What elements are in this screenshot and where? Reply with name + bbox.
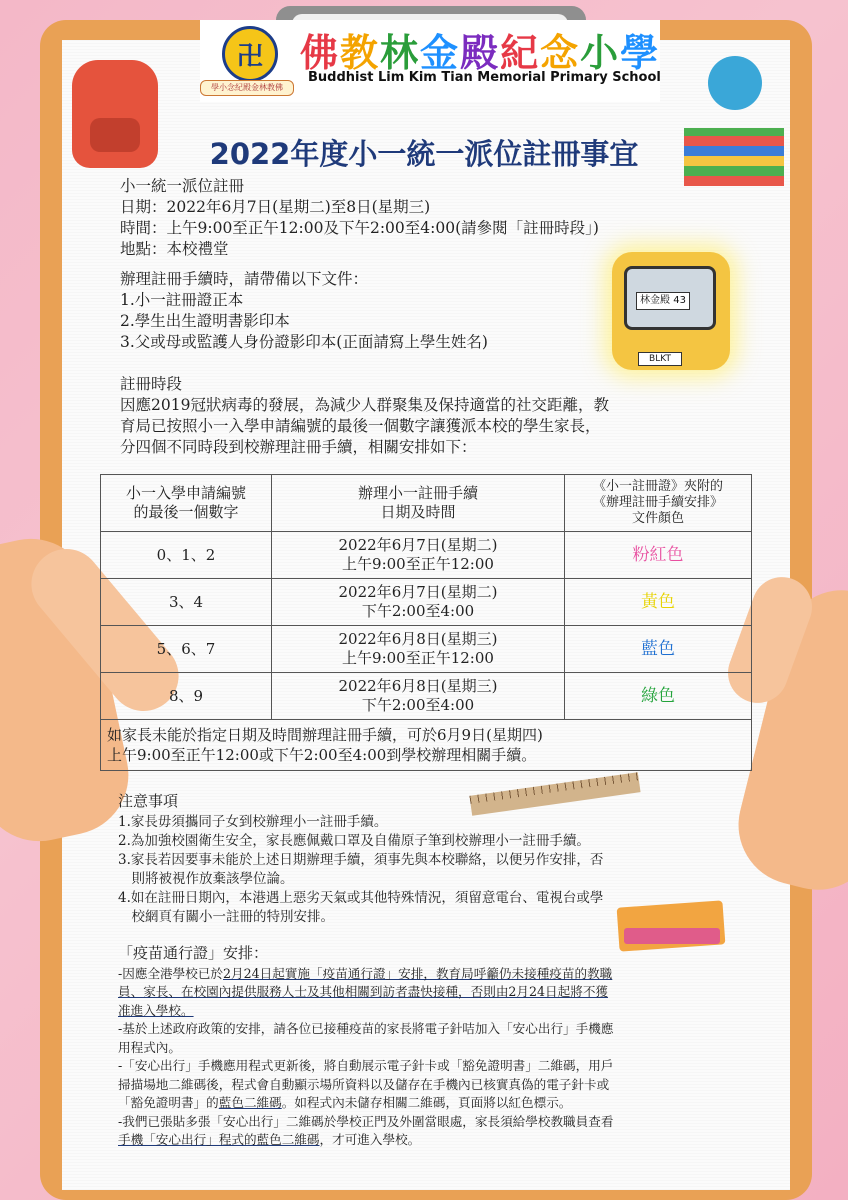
table-header-row [101,475,752,532]
table-row [101,579,752,626]
cell-datetime: 2022年6月8日(星期三) 上午9:00至正午12:00 [272,626,565,673]
vaccine-para: -基於上述政府政策的安排，請各位已接種疫苗的家長將電子針咭加入「安心出行」手機應 [118,1021,614,1036]
session-line: 育局已按照小一入學申請編號的最後一個數字讓獲派本校的學生家長， [120,417,601,435]
table-row [101,673,752,720]
note-item: 校網頁有關小一註冊的特別安排。 [118,909,334,925]
session-line: 因應2019冠狀病毒的發展，為減少人群聚集及保持適當的社交距離，教 [120,396,609,414]
table-footnote: 如家長未能於指定日期及時間辦理註冊手續，可於6月9日(星期四) 上午9:00至正午12:00或下午2:00至4:00到學校辦理相關手續。 [101,720,752,771]
bus-plate: BLKT [638,352,682,366]
bus-sign: 林金殿 43 [636,292,690,310]
documents-intro: 辦理註冊手續時，請帶備以下文件： [120,270,369,288]
school-name-cn [300,22,660,77]
school-char: 念 [540,31,581,75]
logo-banner: 學小念紀殿金林教佛 [200,80,294,96]
school-char: 林 [380,31,421,75]
school-char: 佛 [300,31,341,75]
header-color: 《小一註冊證》夾附的 《辦理註冊手續安排》 文件顏色 [565,475,752,532]
vaccine-section [118,944,758,1150]
vaccine-para: -我們已張貼多張「安心出行」二維碼於學校正門及外圍當眼處，家長須給學校教職員查看 [118,1113,614,1129]
vaccine-heading: 「疫苗通行證」安排： [118,944,269,962]
cell-datetime: 2022年6月7日(星期二) 下午2:00至4:00 [272,579,565,626]
note-item: 1.家長毋須攜同子女到校辦理小一註冊手續。 [118,814,388,830]
cell-datetime: 2022年6月7日(星期二) 上午9:00至正午12:00 [272,532,565,579]
vaccine-para: 員、家長、在校園內提供服務人士及其他相關到訪者盡快接種，否則由2月24日起將不獲 [118,984,609,999]
school-name-en: Buddhist Lim Kim Tian Memorial Primary School [308,70,661,85]
note-item: 2.為加強校園衛生安全，家長應佩戴口罩及自備原子筆到校辦理小一註冊手續。 [118,833,590,849]
table-row [101,532,752,579]
cell-datetime: 2022年6月8日(星期三) 下午2:00至4:00 [272,673,565,720]
page-title: 2022年度小一統一派位註冊事宜 [209,137,639,171]
header-datetime: 辦理小一註冊手續 日期及時間 [272,475,565,532]
vaccine-para: 手機「安心出行」程式的藍色二維碼，才可進入學校。 [118,1132,421,1147]
school-char: 金 [420,31,461,75]
note-item: 3.家長若因要事未能於上述日期辦理手續，須事先與本校聯絡，以便另作安排，否 [118,852,604,868]
table-footnote-row [101,720,752,771]
session-line: 分四個不同時段到校辦理註冊手續，相關安排如下： [120,438,477,456]
registration-heading: 小一統一派位註冊 [120,177,245,195]
school-char: 教 [340,31,381,75]
session-heading: 註冊時段 [120,375,183,393]
document-item: 2.學生出生證明書影印本 [120,312,290,330]
vaccine-para: 用程式內。 [118,1039,181,1055]
vaccine-para: 准進入學校。 [118,1002,194,1018]
registration-time: 時間：上午9:00至正午12:00及下午2:00至4:00(請參閱「註冊時段」) [120,219,599,237]
note-item: 4.如在註冊日期內，本港遇上惡劣天氣或其他特殊情況，須留意電台、電視台或學 [118,890,604,906]
registration-date: 日期：2022年6月7日(星期二)至8日(星期三) [120,198,431,216]
cell-digits: 5、6、7 [101,626,272,673]
school-char: 學 [620,31,661,75]
school-char: 殿 [460,31,501,75]
school-char: 紀 [500,31,541,75]
document-item: 3.父或母或監護人身份證影印本(正面請寫上學生姓名) [120,333,488,351]
schedule-table [100,474,752,771]
header-digits: 小一入學申請編號 的最後一個數字 [101,475,272,532]
documents-section [120,269,488,353]
table-row [101,626,752,673]
vaccine-para: -因應全港學校已於2月24日起實施「疫苗通行證」安排，教育局呼籲仍未接種疫苗的教職 [118,965,613,981]
registration-info [120,176,599,260]
logo-symbol: 卍 [236,41,263,72]
note-item: 則將被視作放棄該學位論。 [118,871,294,887]
cell-color: 藍色 [565,626,752,673]
cell-color: 黃色 [565,579,752,626]
cell-digits: 0、1、2 [101,532,272,579]
notes-heading: 注意事項 [118,792,179,810]
books-icon-layer [624,928,720,944]
vaccine-para: 掃描場地二維碼後，程式會自動顯示場所資料以及儲存在手機內已核實真偽的電子針卡或 [118,1076,610,1092]
vaccine-para: -「安心出行」手機應用程式更新後，將自動展示電子針卡或「豁免證明書」二維碼，用戶 [118,1058,614,1073]
school-logo-icon [222,26,278,82]
cell-color: 粉紅色 [565,532,752,579]
school-char: 小 [580,31,621,75]
registration-venue: 地點：本校禮堂 [120,240,229,258]
session-section [120,374,609,458]
cell-digits: 8、9 [101,673,272,720]
globe-icon [708,56,762,110]
cell-digits: 3、4 [101,579,272,626]
vaccine-para: 「豁免證明書」的藍色二維碼。如程式內未儲存相關二維碼，頁面將以紅色標示。 [118,1095,572,1110]
cell-color: 綠色 [565,673,752,720]
document-item: 1.小一註冊證正本 [120,291,244,309]
